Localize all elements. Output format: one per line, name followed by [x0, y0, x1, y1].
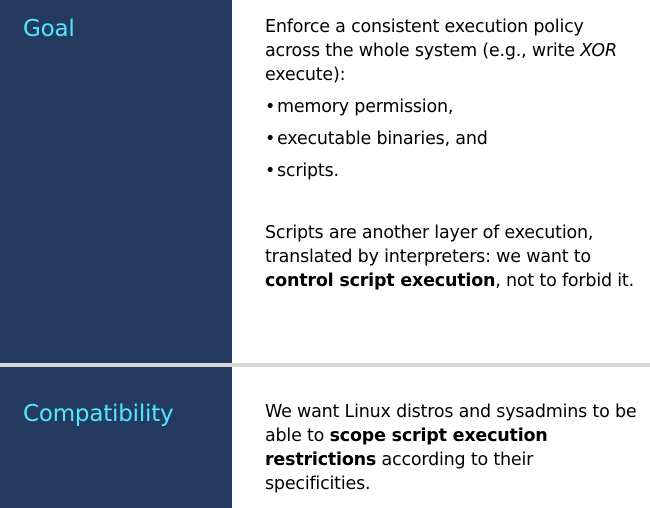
goal-heading: Goal	[23, 16, 75, 42]
bullet-text: scripts.	[277, 161, 339, 181]
goal-intro-text: Enforce a consistent execution policy across the whole system (e.g., write	[265, 17, 584, 61]
compatibility-heading: Compatibility	[23, 401, 174, 427]
goal-content	[265, 15, 637, 293]
bullet-icon: •	[265, 161, 276, 181]
compatibility-section	[0, 367, 650, 508]
bullet-icon: •	[265, 97, 276, 117]
bullet-text: memory permission,	[277, 97, 454, 117]
goal-intro-end: execute):	[265, 65, 346, 85]
goal-paragraph-scripts	[265, 221, 637, 293]
goal-sidebar	[0, 0, 232, 363]
compat-text-end: according to their specificities.	[265, 450, 534, 494]
compatibility-paragraph	[265, 400, 637, 496]
list-item	[265, 127, 637, 151]
goal-intro	[265, 15, 637, 87]
compatibility-sidebar	[0, 367, 232, 508]
compat-bold: scope script execution restrictions	[265, 426, 548, 470]
compatibility-content	[265, 400, 637, 496]
bullet-text: executable binaries, and	[277, 129, 488, 149]
bullet-icon: •	[265, 129, 276, 149]
list-item	[265, 159, 637, 183]
goal-para2-bold: control script execution	[265, 271, 496, 291]
goal-para2-end: , not to forbid it.	[495, 271, 634, 291]
goal-para2-text: Scripts are another layer of execution, translated by interpreters: we want to	[265, 223, 594, 267]
goal-intro-emphasis: XOR	[580, 41, 617, 61]
goal-bullet-list	[265, 95, 637, 183]
list-item	[265, 95, 637, 119]
compat-text: We want Linux distros and sysadmins to be able to	[265, 402, 637, 446]
